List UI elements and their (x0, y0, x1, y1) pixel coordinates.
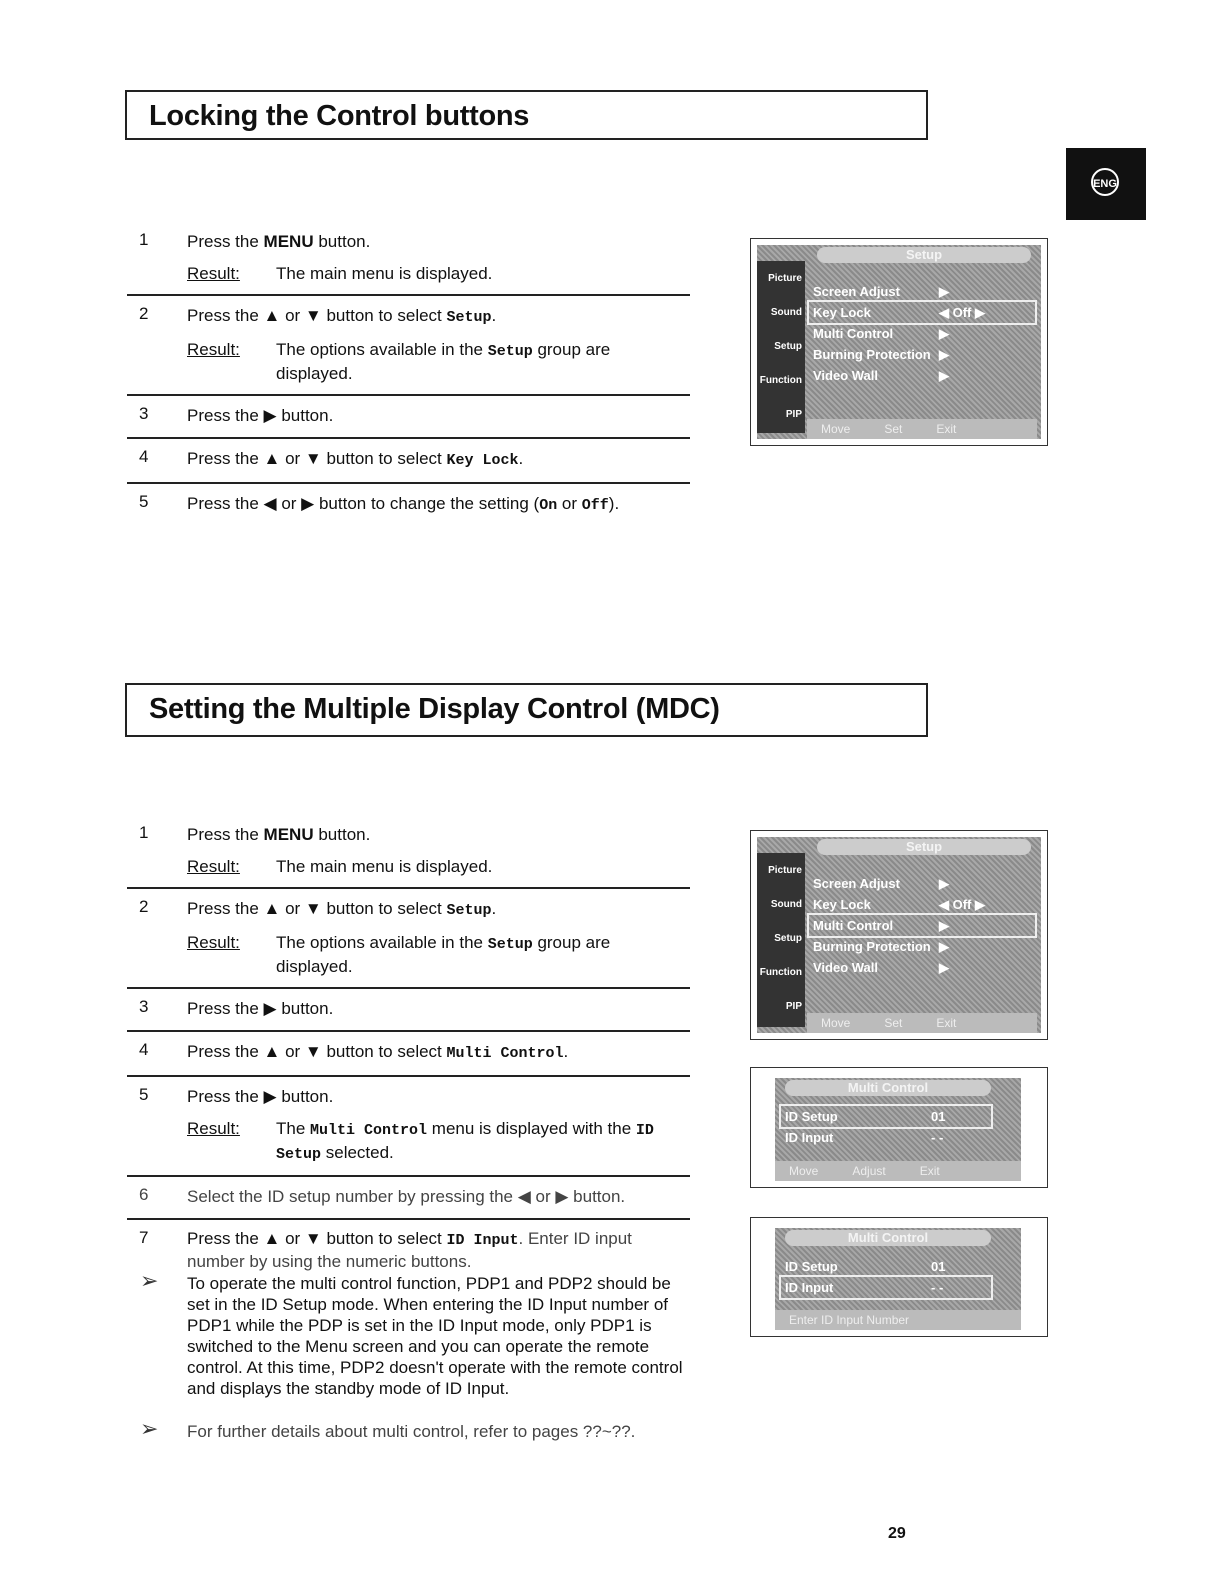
step (127, 222, 690, 296)
result-text (276, 932, 690, 978)
t: . (491, 899, 497, 918)
note-text: To operate the multi control function, PDP1 and PDP2 should be set in the ID Setup mode. When entering the ID Input number of PDP1 while the PDP is set in the ID Input mode, only PDP1 is switched to the Menu screen and you can operate the remote control. At this time, PDP2 doesn't operate with the remote control and displays the standby mode of ID Input. (187, 1274, 683, 1398)
step-text: Select the ID setup number by pressing the ◀ or ▶ button. (187, 1187, 626, 1206)
arrow-right-icon: ▶ (939, 918, 949, 933)
t: The options available in the (276, 933, 488, 952)
t: Setup (487, 343, 533, 360)
t: Video Wall (813, 368, 879, 383)
step-number: 3 (139, 997, 149, 1016)
osd-item-selected (781, 1277, 991, 1298)
osd-item (781, 1127, 991, 1148)
step-text: Press the ▶ button. (187, 999, 334, 1018)
sidebar-picture: Picture (768, 865, 802, 876)
osd-title: Multi Control (785, 1230, 991, 1246)
t: Set (884, 422, 903, 436)
osd-footer (807, 419, 1037, 439)
t: MENU (263, 232, 314, 251)
step-result (187, 856, 690, 878)
result-text: The main menu is displayed. (276, 857, 493, 876)
t: The options available in the (276, 340, 488, 359)
arrow-right-icon: ▶ (939, 876, 949, 891)
t: Press the ▲ or ▼ button to select (187, 1229, 447, 1248)
step (127, 1077, 690, 1177)
sidebar-pip: PIP (785, 409, 802, 420)
step (127, 889, 690, 989)
t: Key Lock (813, 305, 871, 320)
step-number: 3 (139, 404, 149, 423)
osd-items (809, 281, 1035, 386)
t: MENU (263, 825, 314, 844)
step (127, 1032, 690, 1077)
t: Video Wall (813, 960, 879, 975)
note-arrow-icon: ➢ (140, 1416, 159, 1441)
t: Adjust (852, 1164, 886, 1178)
t: Burning Protection (813, 939, 931, 954)
arrow-right-icon: ▶ (939, 347, 949, 362)
step (127, 1177, 690, 1220)
osd-items (781, 1256, 991, 1298)
osd-items (781, 1106, 991, 1148)
step-text: Press the ▶ button. (187, 1087, 334, 1106)
t: group are displayed. (276, 340, 611, 383)
step (127, 1220, 690, 1281)
t: or (557, 494, 582, 513)
t: Key Lock (813, 897, 871, 912)
osd-setup-menu-multicontrol (750, 830, 1048, 1040)
t: Exit (936, 422, 957, 436)
osd-title: Setup (817, 247, 1031, 263)
result-label: Result: (187, 340, 240, 359)
result-text: The main menu is displayed. (276, 264, 493, 283)
osd-screen (775, 1228, 1021, 1330)
step-number: 1 (139, 823, 149, 842)
t: 01 (931, 1109, 946, 1124)
sidebar-picture: Picture (768, 273, 802, 284)
osd-footer (775, 1310, 1021, 1330)
osd-item (781, 1256, 991, 1277)
arrow-right-icon: ▶ (939, 960, 949, 975)
step-result (187, 263, 690, 285)
osd-item (809, 873, 1035, 894)
t: Move (821, 422, 851, 436)
result-text (276, 339, 690, 385)
section-title: Locking the Control buttons (149, 100, 530, 132)
step-text: Press the ▶ button. (187, 406, 334, 425)
t: ID Input (785, 1130, 834, 1145)
t: - - (931, 1280, 944, 1295)
section-title: Setting the Multiple Display Control (MDC) (149, 693, 720, 725)
result-label: Result: (187, 857, 240, 876)
sidebar-sound: Sound (770, 899, 802, 910)
sidebar-setup: Setup (774, 933, 802, 944)
step-number: 2 (139, 304, 149, 323)
osd-item (809, 365, 1035, 386)
osd-screen (757, 245, 1041, 439)
osd-multi-control-id-input (750, 1217, 1048, 1337)
t: Multi Control (310, 1122, 428, 1139)
key-lock-value: ◀ Off ▶ (939, 897, 985, 912)
t: Setup (446, 902, 492, 919)
t: ID Input (446, 1232, 519, 1249)
step (127, 439, 690, 484)
t: On (539, 497, 558, 514)
t: . (518, 449, 524, 468)
t: . Enter ID input number by using the numeric buttons. (187, 1229, 632, 1271)
t: Move (789, 1164, 819, 1178)
osd-screen (757, 837, 1041, 1033)
t: Press the (187, 825, 264, 844)
sidebar-function: Function (759, 967, 802, 978)
t: - - (931, 1130, 944, 1145)
osd-item (809, 936, 1035, 957)
note-arrow-icon: ➢ (140, 1268, 159, 1293)
osd-item (809, 281, 1035, 302)
t: group are displayed. (276, 933, 611, 976)
t: Screen Adjust (813, 284, 900, 299)
arrow-right-icon: ▶ (939, 939, 949, 954)
t: Press the (187, 232, 264, 251)
osd-item (809, 323, 1035, 344)
t: Off (581, 497, 609, 514)
t: Press the ▲ or ▼ button to select (187, 899, 447, 918)
step-number: 2 (139, 897, 149, 916)
step-number: 5 (139, 1085, 149, 1104)
osd-footer (775, 1161, 1021, 1181)
eng-badge: ENG (1091, 168, 1119, 196)
t: Setup (446, 309, 492, 326)
step-text (187, 1040, 690, 1066)
arrow-right-icon: ▶ (939, 284, 949, 299)
steps-list-1 (127, 222, 690, 527)
step-number: 7 (139, 1228, 149, 1247)
step (127, 815, 690, 889)
step-text (187, 897, 690, 923)
step-number: 1 (139, 230, 149, 249)
page-number: 29 (888, 1525, 906, 1542)
step-text (187, 1228, 690, 1272)
osd-sidebar (757, 261, 805, 433)
t: ID Setup (785, 1259, 838, 1274)
osd-multi-control-id-setup (750, 1067, 1048, 1188)
t: button. (313, 825, 371, 844)
step-number: 4 (139, 447, 149, 466)
t: Multi Control (446, 1045, 564, 1062)
step-text (187, 823, 690, 847)
result-label: Result: (187, 264, 240, 283)
osd-footer (807, 1013, 1037, 1033)
osd-title: Multi Control (785, 1080, 991, 1096)
t: menu is displayed with the (427, 1119, 636, 1138)
t: button. (313, 232, 371, 251)
steps-list-2 (127, 815, 690, 1281)
sidebar-pip: PIP (785, 1001, 802, 1012)
t: The (276, 1119, 311, 1138)
step (127, 396, 690, 439)
step-number: 4 (139, 1040, 149, 1059)
t: ID Setup (276, 1122, 654, 1163)
step-text (187, 230, 690, 254)
step (127, 989, 690, 1032)
step-number: 5 (139, 492, 149, 511)
t: Screen Adjust (813, 876, 900, 891)
t: Move (821, 1016, 851, 1030)
t: Multi Control (813, 918, 894, 933)
step-text (187, 492, 690, 518)
t: Multi Control (813, 326, 894, 341)
step-number: 6 (139, 1185, 149, 1204)
t: . (491, 306, 497, 325)
section-title-box (125, 683, 928, 737)
osd-item-selected (809, 302, 1035, 323)
step-text (187, 304, 690, 330)
t: Setup (487, 936, 533, 953)
osd-item-selected (781, 1106, 991, 1127)
t: Exit (936, 1016, 957, 1030)
osd-items (809, 873, 1035, 978)
result-label: Result: (187, 933, 240, 952)
section-title-box (125, 90, 928, 140)
t: ID Input (785, 1280, 834, 1295)
osd-sidebar (757, 853, 805, 1027)
sidebar-sound: Sound (770, 307, 802, 318)
osd-screen (775, 1078, 1021, 1181)
t: 01 (931, 1259, 946, 1274)
osd-setup-menu-keylock (750, 238, 1048, 446)
key-lock-value: ◀ Off ▶ (939, 305, 985, 320)
t: Burning Protection (813, 347, 931, 362)
t: . (563, 1042, 569, 1061)
t: ). (608, 494, 620, 513)
arrow-right-icon: ▶ (939, 326, 949, 341)
step-result (187, 1118, 690, 1166)
step-text (187, 447, 690, 473)
step (127, 296, 690, 396)
t: Press the ◀ or ▶ button to change the setting ( (187, 494, 540, 513)
sidebar-function: Function (759, 375, 802, 386)
t: Exit (919, 1164, 940, 1178)
t: Enter ID Input Number (789, 1313, 910, 1327)
note-text: For further details about multi control, refer to pages ??~??. (187, 1422, 636, 1441)
step (127, 484, 690, 527)
osd-item-selected (809, 915, 1035, 936)
result-label: Result: (187, 1119, 240, 1138)
step-result (187, 339, 690, 385)
t: selected. (321, 1143, 394, 1162)
osd-title: Setup (817, 839, 1031, 855)
step-result (187, 932, 690, 978)
osd-item (809, 957, 1035, 978)
arrow-right-icon: ▶ (939, 368, 949, 383)
t: Set (884, 1016, 903, 1030)
osd-item (809, 894, 1035, 915)
language-tab (1066, 148, 1146, 220)
sidebar-setup: Setup (774, 341, 802, 352)
t: Press the ▲ or ▼ button to select (187, 449, 447, 468)
t: Press the ▲ or ▼ button to select (187, 306, 447, 325)
t: ID Setup (785, 1109, 838, 1124)
t: Press the ▲ or ▼ button to select (187, 1042, 447, 1061)
osd-item (809, 344, 1035, 365)
t: Key Lock (446, 452, 519, 469)
result-text (276, 1118, 690, 1166)
